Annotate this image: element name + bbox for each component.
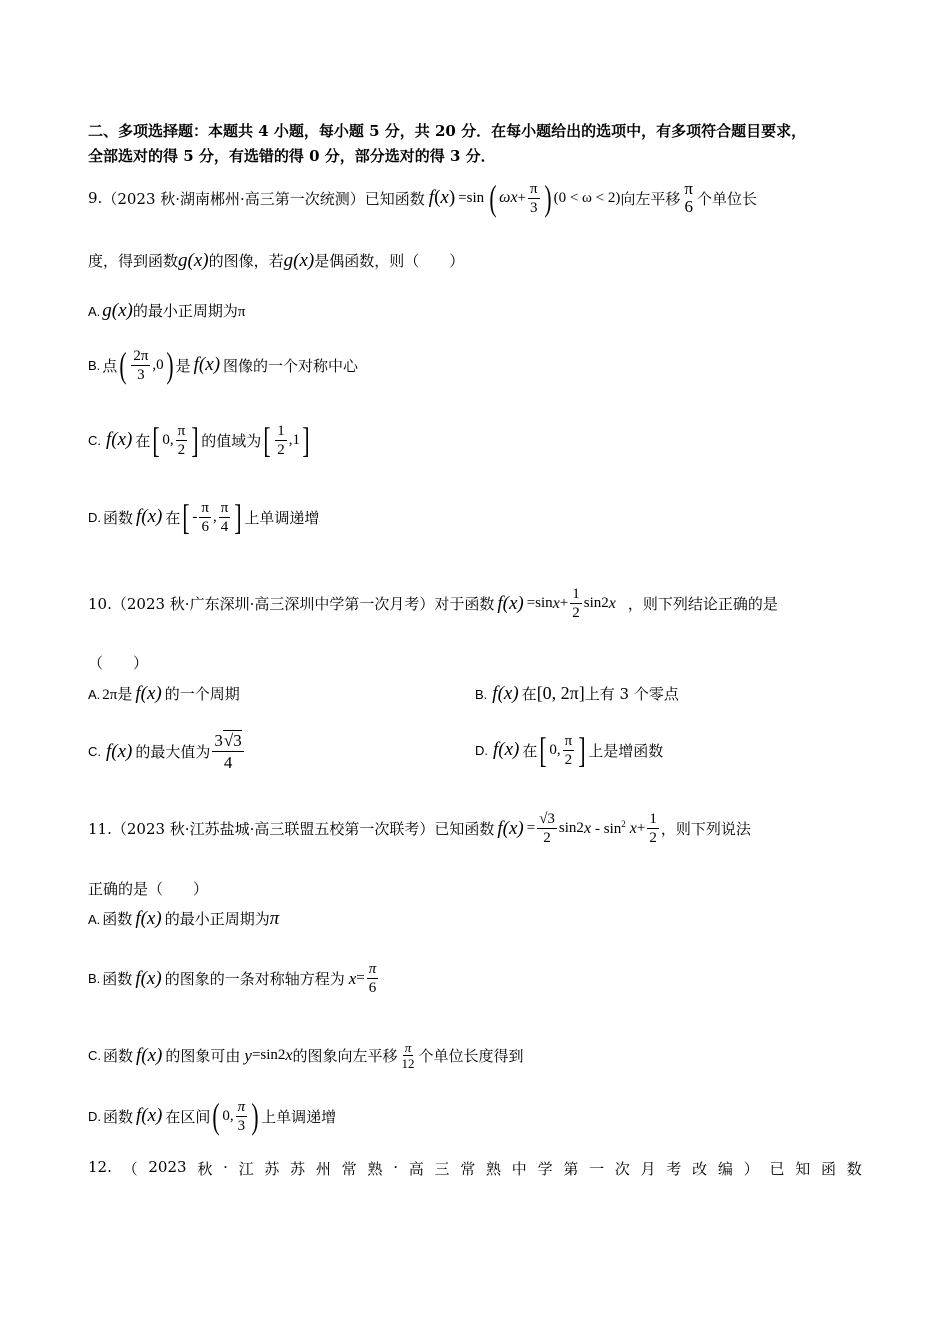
q9-option-d: D. 函数 f(x) 在 [ - $\frac{\pi}{6}$ , $\frac{\pi}{4}$ ] 上单调递增 — [88, 497, 320, 537]
question-9-stem: 9. （2023 秋·湖南郴州·高三第一次统测）已知函数 f ( x ) =sin ( ωx + $\frac{\pi}{3}$ ) (0 < ω < 2) 向左平移 π 6 个单位长 — [88, 178, 758, 218]
q10-option-d: D. f(x) 在 [ 0, $\frac{\pi}{2}$ ] 上是增函数 — [475, 730, 664, 770]
q10-option-b: B. f(x) 在[0, 2π]上有 3 个零点 — [475, 683, 679, 704]
question-12-char: 已 — [769, 1160, 785, 1178]
question-12-char: 三 — [434, 1160, 450, 1178]
question-12-char: 次 — [614, 1160, 630, 1178]
question-12-char: 苏 — [264, 1160, 280, 1178]
frac-pi-3: $\frac{\pi}{3}$ — [530, 180, 538, 216]
question-12-char: 常 — [341, 1160, 357, 1178]
question-12-char: 学 — [537, 1160, 553, 1178]
section-heading-line1: 二、多项选择题：本题共 4 小题，每小题 5 分，共 20 分．在每小题给出的选项中，有多项符合题目要求， — [88, 122, 807, 140]
q11-option-b: B. 函数 f(x) 的图象的一条对称轴方程为 x = $\frac{\pi}{6}$ — [88, 961, 377, 996]
q11-option-a: A. 函数 f(x) 的最小正周期为π — [88, 908, 280, 929]
question-11-stem: 11. （2023 秋·江苏盐城·高三联盟五校第一次联考）已知函数 f(x) = $\frac{√3}{2}$ sin2 x - $\sin^2$ x + $\frac{1}{2}$ ，则下列说法 — [88, 811, 751, 846]
question-12-char: 江 — [238, 1160, 254, 1178]
q9-option-a: A. g(x)的最小正周期为π — [88, 300, 246, 321]
question-9-stem-line2: 度，得到函数g(x)的图像，若g(x)是偶函数，则（ ） — [88, 250, 465, 271]
question-12-char: · — [393, 1158, 398, 1176]
question-12-char: 数 — [846, 1160, 862, 1178]
section-heading-line2: 全部选对的得 5 分，有选错的得 0 分，部分选对的得 3 分． — [88, 147, 496, 165]
question-12-char: 改 — [692, 1160, 708, 1178]
question-12-char: 州 — [315, 1160, 331, 1178]
question-11-stem-line2: 正确的是（ ） — [88, 880, 209, 898]
q9-option-b: B. 点 ( $\frac{2\pi}{3}$ ,0 ) 是 f(x) 图像的一个对称中心 — [88, 345, 359, 385]
question-12-char: 熟 — [367, 1160, 383, 1178]
question-12-char: 函 — [820, 1160, 836, 1178]
question-12-char: 编 — [717, 1160, 733, 1178]
omega-condition: (0 < ω < 2) — [553, 189, 621, 206]
question-12-char: 月 — [640, 1160, 656, 1178]
question-number: 9. — [88, 189, 103, 207]
question-12-char: 高 — [408, 1160, 424, 1178]
question-10-stem: 10. （2023 秋·广东深圳·高三深圳中学第一次月考）对于函数 f(x) =sin x + $\frac{1}{2}$ sin2 x ，则下列结论正确的是 — [88, 586, 778, 621]
question-12-char: 一 — [589, 1160, 605, 1178]
question-12-char: 秋 — [197, 1160, 213, 1178]
question-12-char: ） — [743, 1160, 759, 1178]
question-10-paren: （ ） — [88, 654, 149, 672]
q11-option-d: D. 函数 f(x) 在区间 ( 0, $\frac{\pi}{3}$ ) 上单调递增 — [88, 1096, 337, 1136]
question-12-char: 中 — [511, 1160, 527, 1178]
q10-option-c: C. f(x) 的最大值为 $\frac{3√3}{4}$ — [88, 731, 242, 772]
q10-option-a: A. 2π是 f(x) 的一个周期 — [88, 683, 240, 704]
q11-option-c: C. 函数 f(x) 的图象可由 y =sin2 x 的图象向左平移 $\frac{\pi}{12}$ 个单位长度得到 — [88, 1040, 524, 1071]
question-12-stem: 12. （ 2023 秋 · 江 苏 苏 州 常 熟 · 高 三 常 熟 中 学 第 一 次 月 考 改 编 ） 已 知 函 数 — [88, 1158, 862, 1178]
question-12-char: 考 — [666, 1160, 682, 1178]
question-12-char: 苏 — [290, 1160, 306, 1178]
question-12-char: 知 — [795, 1160, 811, 1178]
question-12-char: 第 — [563, 1160, 579, 1178]
frac-pi-6: π 6 — [684, 179, 693, 216]
question-12-char: 常 — [460, 1160, 476, 1178]
q9-option-c: C. f(x) 在 [ 0, $\frac{\pi}{2}$ ] 的值域为 [ $\frac{1}{2}$ ,1 ] — [88, 420, 310, 460]
question-source: （2023 秋·湖南郴州·高三第一次统测）已知函数 — [102, 189, 425, 208]
question-12-char: （ — [122, 1160, 138, 1178]
question-12-char: 熟 — [486, 1160, 502, 1178]
question-12-char: · — [223, 1158, 228, 1176]
question-12-char: 2023 — [148, 1158, 187, 1176]
func-f: f — [428, 187, 435, 208]
